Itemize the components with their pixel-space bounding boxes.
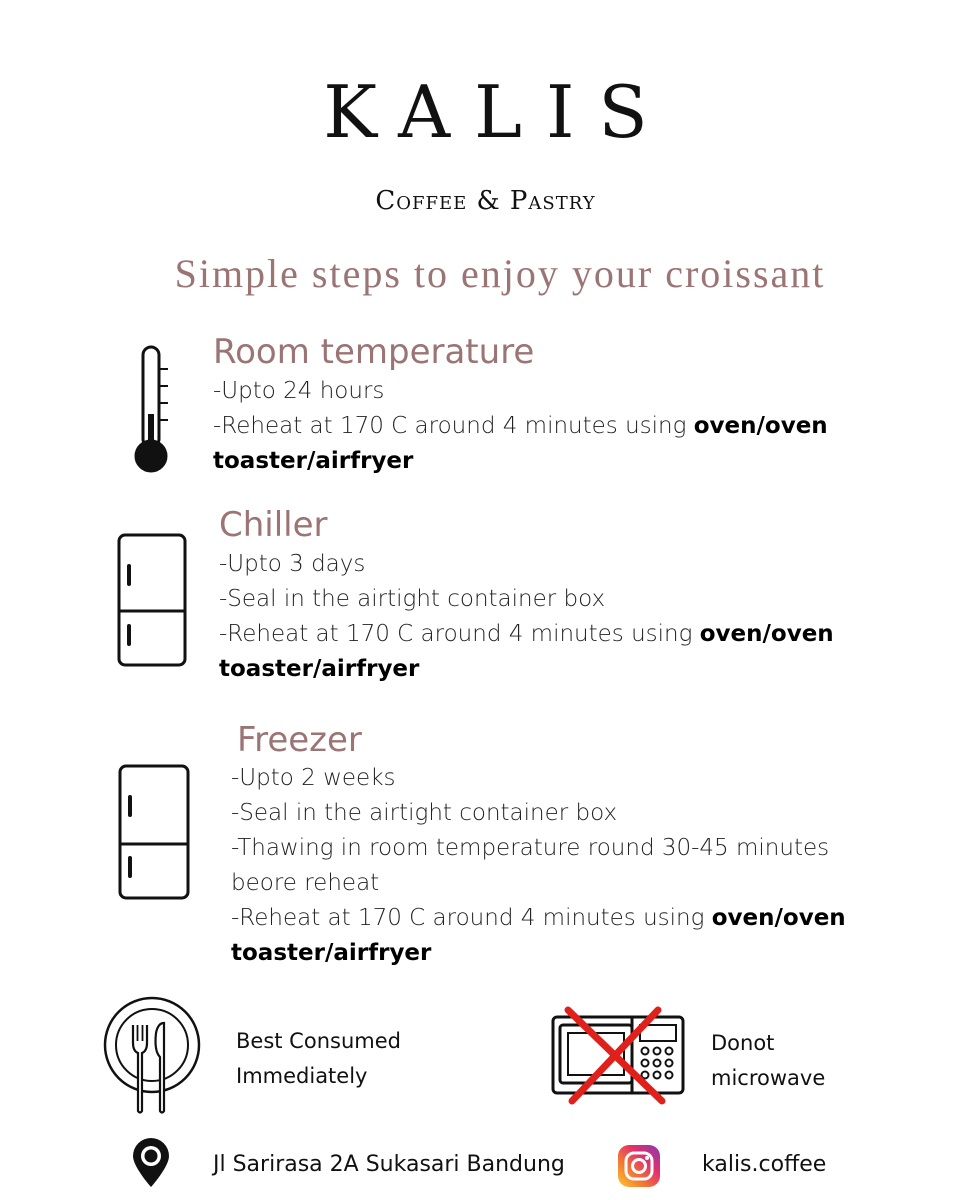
brand-tagline: Coffee & Pastry (375, 186, 596, 216)
instagram-icon[interactable] (617, 1144, 661, 1188)
address-text: Jl Sarirasa 2A Sukasari Bandung (213, 1152, 565, 1177)
chiller-line-3 (219, 617, 834, 652)
room-line-1: -Upto 24 hours (213, 378, 385, 404)
room-temperature-title: Room temperature (213, 332, 535, 372)
chiller-section (0, 505, 971, 685)
chiller-line-3-bold: oven/oven (699, 621, 834, 647)
room-line-2-text: -Reheat at 170 C around 4 minutes using (213, 413, 694, 439)
thermometer-icon (128, 344, 178, 474)
freezer-line-3: -Thawing in room temperature round 30-45 minutes (231, 835, 830, 861)
room-line-2-bold: oven/oven (693, 413, 828, 439)
freezer-line-1: -Upto 2 weeks (231, 765, 396, 791)
consume-label-1: Best Consumed (236, 1029, 401, 1053)
room-line-3-bold: toaster/airfryer (213, 448, 414, 474)
freezer-line-6-bold: toaster/airfryer (231, 940, 432, 966)
consume-note (0, 990, 480, 1120)
chiller-title: Chiller (219, 505, 328, 545)
chiller-line-4 (219, 652, 419, 687)
chiller-line-2: -Seal in the airtight container box (219, 586, 606, 612)
chiller-line-4-bold: toaster/airfryer (219, 656, 420, 682)
freezer-line-5-text: -Reheat at 170 C around 4 minutes using (231, 905, 712, 931)
freezer-line-5-bold: oven/oven (711, 905, 846, 931)
microwave-label-1: Donot (711, 1031, 775, 1055)
room-line-3 (213, 444, 413, 479)
freezer-line-6 (231, 936, 431, 971)
microwave-note (480, 990, 971, 1120)
headline: Simple steps to enjoy your croissant (174, 251, 826, 296)
microwave-label-2: microwave (711, 1066, 826, 1090)
no-microwave-icon (550, 1005, 686, 1105)
brand-logo: KALIS (323, 70, 672, 154)
chiller-line-3-text: -Reheat at 170 C around 4 minutes using (219, 621, 700, 647)
footer (0, 1130, 971, 1195)
room-temperature-section (0, 330, 971, 490)
fridge-icon (117, 763, 191, 901)
room-line-2 (213, 409, 828, 444)
freezer-section (0, 718, 971, 978)
location-pin-icon (130, 1137, 172, 1189)
plate-cutlery-icon (102, 993, 202, 1117)
consume-label-2: Immediately (236, 1064, 368, 1088)
freezer-line-4: beore reheat (231, 870, 380, 896)
freezer-line-5 (231, 901, 846, 936)
instagram-handle[interactable]: kalis.coffee (702, 1152, 827, 1177)
freezer-title: Freezer (237, 720, 362, 760)
freezer-line-2: -Seal in the airtight container box (231, 800, 618, 826)
chiller-line-1: -Upto 3 days (219, 551, 366, 577)
fridge-icon (116, 532, 188, 668)
